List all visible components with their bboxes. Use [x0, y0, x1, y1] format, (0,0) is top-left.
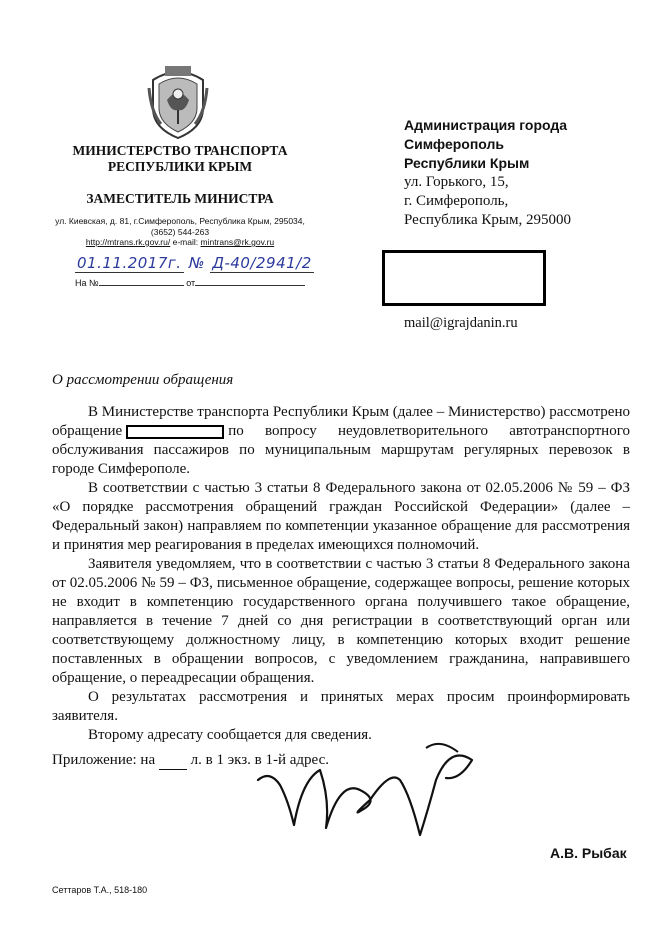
paragraph-1-part-a: В Министерстве транспорта Республики Крым (далее – Министерство) рассмотрено обращение — [52, 404, 630, 439]
paragraph-3: Заявителя уведомляем, что в соответствии с частью 3 статьи 8 Федерального закона от 02.05.2006 № 59 – ФЗ, письменное обращение, содержащее вопросы, решение которых не входит в компетенцию государственного органа получившего такое обращение, направляется в течение 7 дней со дня регистрации в соответствующий орган или соответствующему должностному лицу, в компетенцию которых входит решение поставленных в обращении вопросов, с уведомлением гражданина, направившего обращение, о переадресации обращения. — [52, 556, 630, 686]
paragraph-5: Второму адресату сообщается для сведения. — [88, 727, 372, 743]
executor-info: Сеттаров Т.А., 518-180 — [52, 885, 148, 895]
ministry-email-link[interactable]: mintrans@rk.gov.ru — [200, 237, 275, 247]
registration-number: Д-40/2941/2 — [212, 254, 312, 272]
reference-date-blank — [195, 277, 305, 286]
letter-subject: О рассмотрении обращения — [52, 372, 234, 388]
recipient-line4: ул. Горького, 15, — [404, 174, 509, 190]
recipient-block — [404, 116, 644, 230]
ministry-phone: (3652) 544-263 — [150, 226, 210, 237]
registration-number-sign: № — [188, 254, 205, 272]
redacted-applicant-name — [126, 425, 224, 439]
registration-line — [75, 254, 314, 273]
ministry-address: ул. Киевская, д. 81, г.Симферополь, Республика Крым, 295034, — [55, 216, 305, 226]
paragraph-1-part-b: по вопросу неудовлетворительного автотранспортного обслуживания пассажиров по муниципальным маршрутам регулярных перевозок в городе Симферополе. — [52, 423, 630, 477]
letter-body — [52, 403, 630, 745]
attachment-suffix: л. в 1 экз. в 1-й адрес. — [190, 752, 329, 768]
recipient-line6: Республика Крым, 295000 — [404, 212, 571, 228]
attachment-pages-blank — [159, 752, 187, 770]
paragraph-2: В соответствии с частью 3 статьи 8 Федерального закона от 02.05.2006 № 59 – ФЗ «О порядке рассмотрения обращений граждан Российской Федерации» (далее –Федеральный закон) направляем по компетенции указанное обращение для рассмотрения и принятия мер реагирования в пределах имеющихся полномочий. — [52, 480, 630, 553]
ministry-title — [40, 143, 320, 175]
recipient-email: mail@igrajdanin.ru — [404, 315, 518, 331]
reference-date-label: от — [186, 278, 196, 288]
recipient-line3: Республики Крым — [404, 155, 530, 171]
recipient-line5: г. Симферополь, — [404, 193, 509, 209]
reference-line — [75, 277, 305, 288]
paragraph-4: О результатах рассмотрения и принятых мерах просим проинформировать заявителя. — [52, 689, 630, 724]
reference-number-label: На № — [75, 278, 99, 288]
reference-number-blank — [99, 277, 184, 286]
email-label: e-mail: — [172, 237, 199, 247]
ministry-website-link[interactable]: http://mtrans.rk.gov.ru/ — [85, 237, 171, 247]
ministry-title-line2: РЕСПУБЛИКИ КРЫМ — [107, 159, 253, 174]
recipient-line1: Администрация города — [404, 117, 568, 133]
registration-date: 01.11.2017г. — [77, 254, 182, 272]
recipient-line2: Симферополь — [404, 136, 505, 152]
crimea-coat-of-arms-icon — [147, 62, 209, 140]
ministry-title-line1: МИНИСТЕРСТВО ТРАНСПОРТА — [72, 143, 288, 158]
attachment-prefix: Приложение: на — [52, 752, 156, 768]
paragraph-1 — [52, 403, 630, 479]
handwritten-signature-icon — [250, 740, 480, 840]
ministry-address-block — [40, 216, 320, 248]
deputy-minister-title: ЗАМЕСТИТЕЛЬ МИНИСТРА — [86, 191, 274, 206]
redacted-recipient-box — [382, 250, 546, 306]
signer-name: А.В. Рыбак — [550, 845, 627, 861]
